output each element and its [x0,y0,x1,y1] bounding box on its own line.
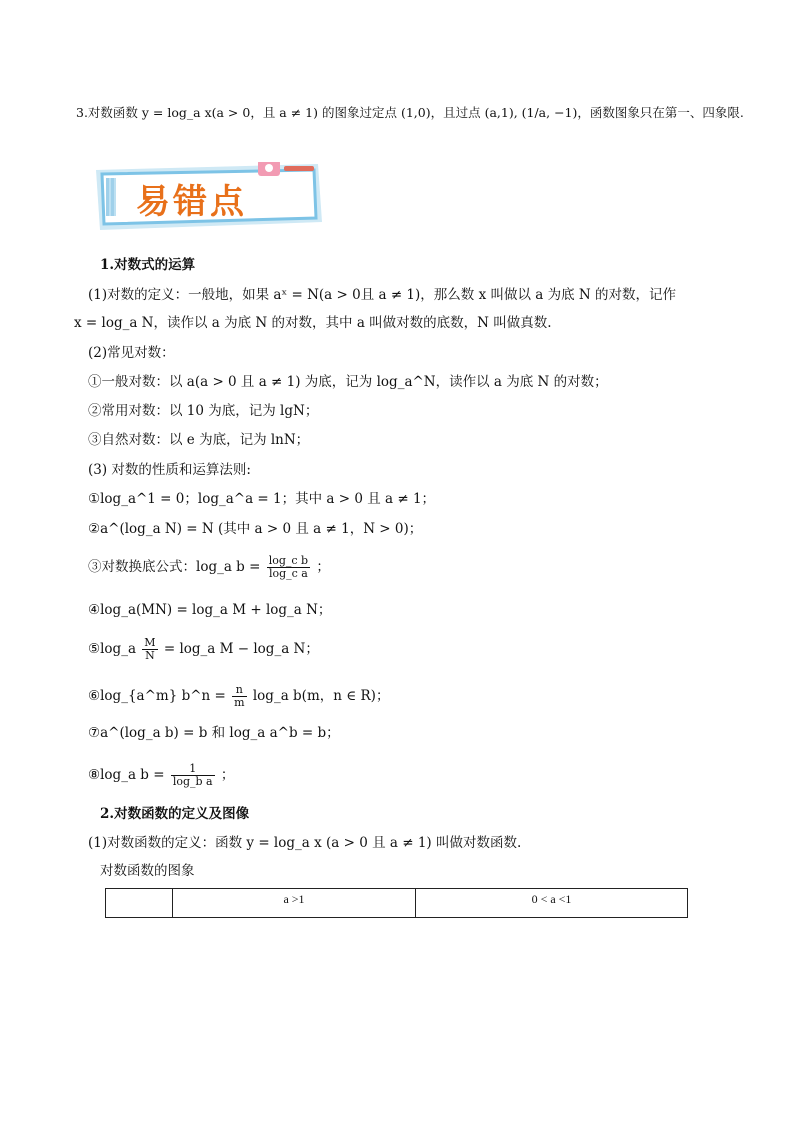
rule-5-prefix: ⑤log_a [88,641,136,657]
rule-6-denominator: m [234,696,245,709]
rule-6 [88,684,389,709]
rule-1: ①log_a^1 = 0；log_a^a = 1；其中 a > 0 且 a ≠ 1； [88,491,436,507]
common-item-2: ②常用对数：以 10 为底，记为 lgN； [88,403,319,419]
rule-3-numerator: log_c b [268,554,309,567]
paperclip-icon [258,162,280,176]
rule-7: ⑦a^(log_a b) = b 和 log_a a^b = b； [88,725,340,741]
rule-8-fraction [171,763,215,788]
common-heading: (2)常见对数： [88,345,175,361]
rule-3 [88,555,330,580]
rule-4: ④log_a(MN) = log_a M + log_a N； [88,602,332,618]
rule-8-numerator: 1 [171,763,215,776]
common-item-1: ①一般对数：以 a(a > 0 且 a ≠ 1) 为底，记为 log_a^N，读作以 a 为底 N 的对数； [88,374,608,390]
rule-6-numerator: n [232,684,246,697]
table-row [106,889,688,918]
rule-5-numerator: M [144,636,156,649]
rule-8-suffix: ； [220,767,235,783]
rules-heading: (3) 对数的性质和运算法则: [88,462,251,478]
rule-6-prefix: ⑥log_{a^m} b^n = [88,688,226,704]
rule-6-fraction [232,684,246,709]
rule-6-suffix: log_a b(m，n ∈ R)； [252,688,390,704]
table [105,888,688,918]
common-item-3: ③自然对数：以 e 为底，记为 lnN； [88,432,310,448]
rule-8-prefix: ⑧log_a b = [88,767,165,783]
top-note [76,104,744,122]
section2-definition: (1)对数函数的定义：函数 y = log_a x (a > 0 且 a ≠ 1) 叫做对数函数. [88,835,522,851]
rule-3-suffix: ； [316,559,330,575]
graph-label: 对数函数的图象 [100,863,195,879]
def-line1: (1)对数的定义：一般地，如果 aˣ = N(a > 0且 a ≠ 1)，那么数 x 叫做以 a 为底 N 的对数，记作 [88,287,677,303]
error-points-banner [92,162,324,234]
banner-title: 易错点 [136,182,247,222]
rule-3-prefix: ③对数换底公式：log_a b = [88,559,261,575]
section1-heading: 1.对数式的运算 [100,257,196,273]
top-note-text: 3.对数函数 y = log_a x(a > 0，且 a ≠ 1) 的图象过定点 (1,0)，且过点 (a,1), (1/a, −1)，函数图象只在第一、四象限. [76,105,744,120]
table-header-a-between-0-1: 0 < a <1 [416,889,688,918]
rule-5-fraction [142,637,157,662]
def-line2: x = log_a N，读作以 a 为底 N 的对数，其中 a 叫做对数的底数，N 叫做真数. [74,315,552,331]
rule-8 [88,763,234,788]
rule-2: ②a^(log_a N) = N (其中 a > 0 且 a ≠ 1，N > 0)； [88,521,423,537]
table-header-a-gt-1: a >1 [173,889,416,918]
rule-3-fraction [267,555,310,580]
rule-8-denominator: log_b a [172,775,213,788]
section2-heading: 2.对数函数的定义及图像 [100,806,250,822]
table-cell-blank [106,889,173,918]
log-graph-table [105,888,688,918]
rule-5-denominator: N [145,649,155,662]
rule-3-denominator: log_c a [268,567,308,580]
rule-5 [88,637,319,662]
rule-5-suffix: = log_a M − log_a N； [163,641,319,657]
